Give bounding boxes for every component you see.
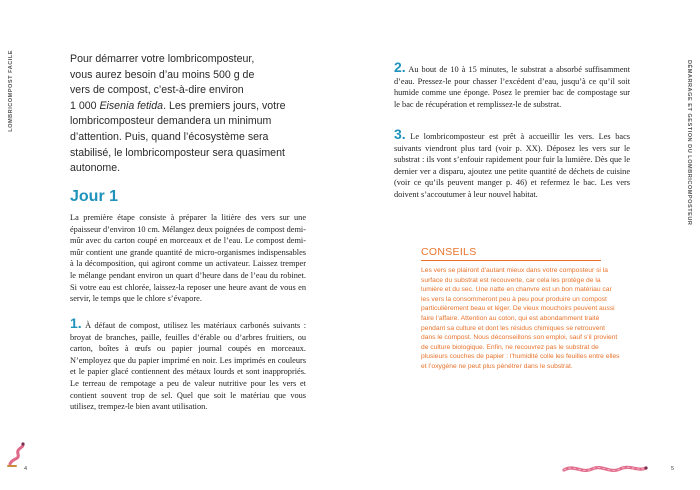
step-3-paragraph bbox=[394, 126, 630, 201]
page-number-left: 4 bbox=[24, 466, 28, 472]
intro-line: autonome. bbox=[70, 162, 121, 175]
intro-line: lombricomposteur demandera un minimum bbox=[70, 115, 272, 128]
page-number-right: 5 bbox=[671, 466, 675, 472]
intro-line: vers de compost, c’est-à-dire environ bbox=[70, 84, 244, 97]
species-name: Eisenia fetida bbox=[99, 99, 164, 112]
step-text: Au bout de 10 à 15 minutes, le substrat a absorbé suffisamment d’eau. Pressez-le pour chasser l’excédent d’eau, jusqu’à ce qu’il soit humide comme une éponge. Posez le premier bac de compostage sur le bac de récupération et remplissez-le de substrat. bbox=[394, 65, 630, 109]
section-heading: Jour 1 bbox=[70, 188, 119, 205]
step-number: 1. bbox=[70, 315, 82, 331]
tips-divider bbox=[421, 260, 601, 261]
intro-line bbox=[70, 99, 308, 115]
running-header-left: LOMBRICOMPOST FACILE bbox=[8, 50, 14, 132]
step-text: Le lombricomposteur est prêt à accueillir les vers. Les bacs suivants viendront plus tard (voir p. XX). Déposez les vers sur le substrat : ils vont s’enfouir rapidement pour fuir la lumière. Dès que le dernier ver a disparu, ajoutez une petite quantité de déchets de cuisine (voir ce qu’ils peuvent manger p. 46) et refermez le bac. Les vers doivent s’accoutumer à leur nouvel habitat. bbox=[394, 132, 630, 199]
tips-title: CONSEILS bbox=[421, 246, 477, 258]
tips-text: Les vers se plairont d’autant mieux dans votre composteur si la surface du substrat est recouverte, car cela les protège de la lumière et du sec. Une natte en chanvre est un bon matériau car les vers la consommeront peu à peu pour produire un compost particulièrement beau et léger. De vieux mouchoirs peuvent aussi faire l’affaire. Attention au coton, qui est abondamment traité pendant sa culture et dont les résidus chimiques se retrouvent dans le compost. Nous déconseillons son emploi, sauf s’il provient de culture biologique. Enfin, ne recouvrez pas le substrat de plusieurs couches de papier : l’humidité colle les feuilles entre elles et l’oxygène ne peut plus pénétrer dans le substrat. bbox=[421, 267, 620, 370]
worm-icon-right bbox=[560, 462, 650, 476]
intro-line: vous aurez besoin d’au moins 500 g de bbox=[70, 68, 255, 81]
body-paragraph: La première étape consiste à préparer la litière des vers sur une épaisseur d’environ 10 cm. Mélangez deux poignées de compost demi-mûr avec du carton coupé en morceaux et de l’eau. Le compost demi-mûr contient une grande quantité de micro-organismes indispensables à la décomposition, qui agiront comme un activateur. Laissez tremper le mélange pendant environ un quart d’heure dans de l’eau du robinet. Si votre eau est chlorée, laissez-la reposer une heure avant de vous en servir, le temps que le chlore s’évapore. bbox=[70, 213, 306, 304]
intro-line: stabilisé, le lombricomposteur sera quasiment bbox=[70, 146, 285, 159]
intro-text: 1 000 bbox=[70, 99, 100, 112]
step-1-paragraph bbox=[70, 315, 306, 413]
worm-icon-left bbox=[6, 440, 30, 468]
intro-paragraph bbox=[70, 52, 308, 177]
step-number: 3. bbox=[394, 126, 406, 142]
intro-text: . Les premiers jours, votre bbox=[163, 99, 286, 112]
intro-line: d’attention. Puis, quand l’écosystème sera bbox=[70, 130, 269, 143]
intro-line: Pour démarrer votre lombricomposteur, bbox=[70, 53, 255, 65]
step-number: 2. bbox=[394, 59, 406, 75]
step-text: À défaut de compost, utilisez les matériaux carbonés suivants : broyat de branches, paille, feuilles d’érable ou d’arbres fruitiers, ou carton, boîtes à œufs ou papier journal coupés en morceaux. N’employez que du papier imprimé en noir. Les imprimés en couleurs et le papier glacé contiennent des métaux lourds et sont inappropriés. Le terreau de rempotage a peu de valeur nutritive pour les vers et contient souvent trop de sel. Quel que soit le matériau que vous utilisez, trempez-le bien avant utilisation. bbox=[70, 321, 306, 412]
running-header-right: DÉMARRAGE ET GESTION DU LOMBRICOMPOSTEUR bbox=[686, 60, 692, 226]
step-2-paragraph bbox=[394, 59, 630, 110]
